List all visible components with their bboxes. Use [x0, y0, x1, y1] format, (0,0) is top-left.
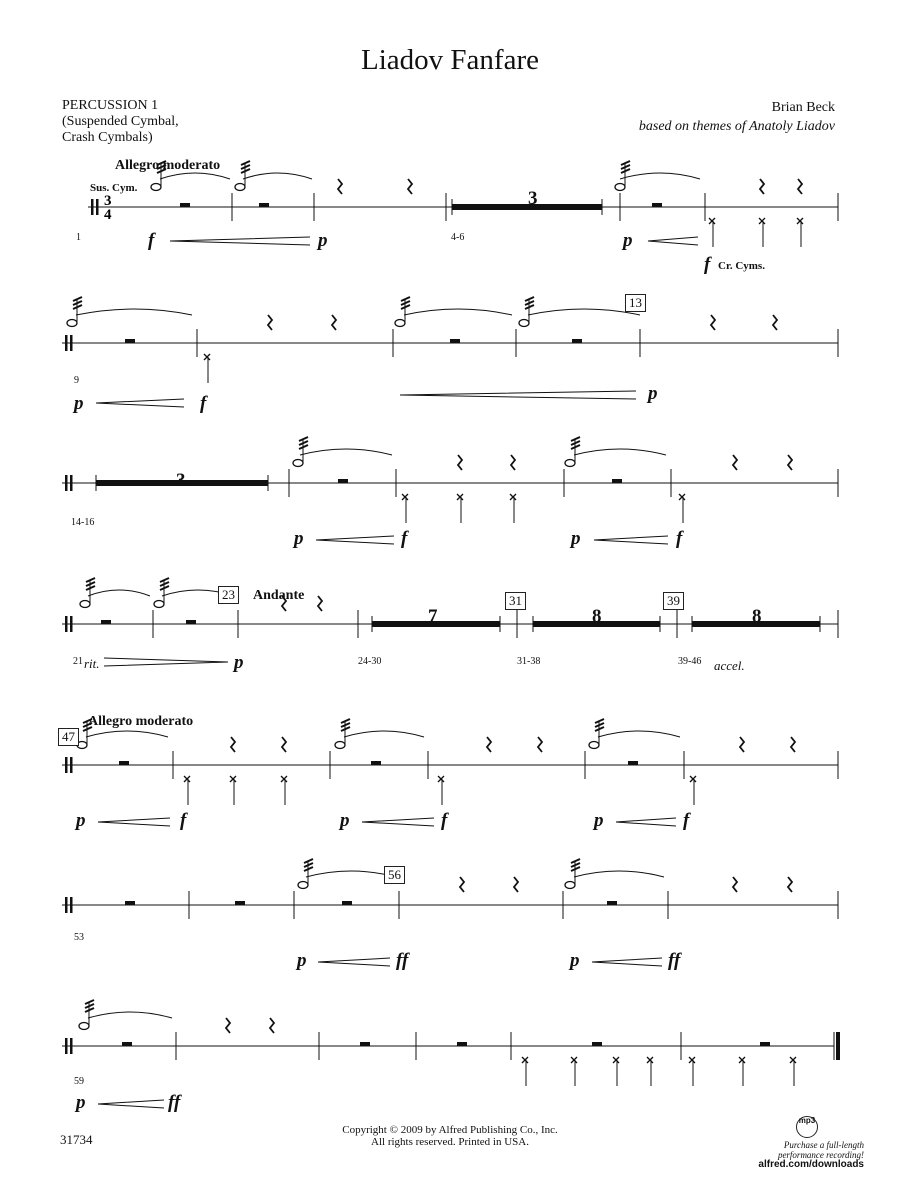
- percussion-clef-icon: [70, 757, 73, 773]
- multirest-count: 8: [592, 606, 602, 627]
- dynamic-ff: ff: [396, 950, 409, 971]
- percussion-clef-icon: [65, 1038, 68, 1054]
- dynamic-p: p: [234, 652, 244, 673]
- percussion-clef-icon: [70, 616, 73, 632]
- quarter-rest-icon: [788, 877, 792, 892]
- half-note-head: [589, 742, 599, 749]
- rest-icon: [612, 479, 622, 483]
- rest-icon: [338, 479, 348, 483]
- rest-icon: [371, 761, 381, 765]
- crescendo-hairpin: [98, 1100, 164, 1108]
- rest-icon: [122, 1042, 132, 1046]
- dynamic-p: p: [623, 230, 633, 251]
- percussion-clef-icon: [65, 335, 68, 351]
- quarter-rest-icon: [231, 737, 235, 752]
- rights-line: All rights reserved. Printed in USA.: [371, 1136, 529, 1148]
- tie-curve: [574, 871, 664, 877]
- half-note-head: [67, 320, 77, 327]
- dynamic-f: f: [180, 810, 187, 831]
- percussion-clef-icon: [70, 335, 73, 351]
- quarter-rest-icon: [733, 455, 737, 470]
- tie-curve: [404, 309, 512, 315]
- rest-icon: [342, 901, 352, 905]
- tie-curve: [620, 173, 700, 179]
- tie-curve: [86, 731, 168, 737]
- instrument-label: Sus. Cym.: [90, 182, 138, 194]
- multirest-count: 7: [428, 606, 438, 627]
- rehearsal-mark-23: 23: [218, 586, 239, 604]
- half-note-head: [80, 601, 90, 608]
- part-line-1: PERCUSSION 1: [62, 98, 159, 113]
- half-note-head: [298, 882, 308, 889]
- dynamic-p: p: [571, 528, 581, 549]
- crescendo-hairpin: [594, 536, 668, 544]
- quarter-rest-icon: [338, 179, 342, 194]
- measure-number: 4-6: [451, 232, 465, 243]
- half-note-head: [615, 184, 625, 191]
- rest-icon: [360, 1042, 370, 1046]
- part-line-3: Crash Cymbals): [62, 130, 153, 145]
- promo-line-1: Purchase a full-length: [783, 1140, 864, 1150]
- expression-rit: rit.: [84, 656, 100, 671]
- quarter-rest-icon: [282, 737, 286, 752]
- multirest-bar: [452, 204, 602, 210]
- crescendo-hairpin: [616, 818, 676, 826]
- percussion-clef-icon: [70, 897, 73, 913]
- percussion-clef-icon: [65, 757, 68, 773]
- copyright-line: Copyright © 2009 by Alfred Publishing Co., Inc.: [342, 1124, 558, 1136]
- composer-name: Brian Beck: [771, 100, 835, 115]
- quarter-rest-icon: [458, 455, 462, 470]
- half-note-head: [151, 184, 161, 191]
- rehearsal-mark-13: 13: [625, 294, 646, 312]
- quarter-rest-icon: [760, 179, 764, 194]
- percussion-clef-icon: [65, 897, 68, 913]
- quarter-rest-icon: [514, 877, 518, 892]
- dynamic-f: f: [683, 810, 690, 831]
- measure-number: 59: [74, 1076, 84, 1087]
- crescendo-hairpin: [648, 237, 698, 245]
- half-note-head: [519, 320, 529, 327]
- measure-number: 14-16: [71, 517, 95, 528]
- measure-number: 31-38: [517, 656, 541, 667]
- crescendo-hairpin: [362, 818, 434, 826]
- crescendo-hairpin: [98, 818, 170, 826]
- quarter-rest-icon: [226, 1018, 230, 1033]
- percussion-clef-icon: [70, 475, 73, 491]
- tie-curve: [243, 173, 312, 179]
- half-note-head: [565, 460, 575, 467]
- dynamic-f: f: [200, 393, 207, 414]
- dynamic-p: p: [76, 810, 86, 831]
- crescendo-hairpin: [318, 958, 390, 966]
- tie-curve: [574, 449, 666, 455]
- half-note-head: [79, 1023, 89, 1030]
- multirest-count: 8: [752, 606, 762, 627]
- part-line-2: (Suspended Cymbal,: [62, 114, 179, 129]
- quarter-rest-icon: [740, 737, 744, 752]
- mp3-label: mp3: [798, 1116, 816, 1125]
- quarter-rest-icon: [408, 179, 412, 194]
- crescendo-hairpin: [316, 536, 394, 544]
- quarter-rest-icon: [788, 455, 792, 470]
- crescendo-hairpin: [170, 237, 310, 245]
- publication-number: 31734: [60, 1132, 93, 1147]
- dynamic-f: f: [441, 810, 448, 831]
- dynamic-p: p: [74, 393, 84, 414]
- tie-curve: [344, 731, 424, 737]
- quarter-rest-icon: [460, 877, 464, 892]
- rest-icon: [457, 1042, 467, 1046]
- dynamic-ff: ff: [668, 950, 681, 971]
- percussion-clef-icon: [65, 475, 68, 491]
- dynamic-p: p: [648, 383, 658, 404]
- expression-accel: accel.: [714, 658, 745, 673]
- half-note-head: [395, 320, 405, 327]
- promo-url-link[interactable]: alfred.com/downloads: [758, 1159, 864, 1170]
- tempo-andante: Andante: [253, 588, 305, 603]
- tempo-allegro-moderato: Allegro moderato: [115, 158, 221, 173]
- dynamic-p: p: [318, 230, 328, 251]
- dynamic-p: p: [76, 1092, 86, 1113]
- half-note-head: [293, 460, 303, 467]
- rest-icon: [101, 620, 111, 624]
- quarter-rest-icon: [711, 315, 715, 330]
- rest-icon: [125, 901, 135, 905]
- percussion-clef-icon: [70, 1038, 73, 1054]
- tempo-allegro-moderato-2: Allegro moderato: [88, 714, 194, 729]
- tie-curve: [306, 871, 396, 877]
- half-note-head: [235, 184, 245, 191]
- rest-icon: [607, 901, 617, 905]
- tie-curve: [88, 1012, 172, 1018]
- rest-icon: [180, 203, 190, 207]
- tie-curve: [300, 449, 392, 455]
- half-note-head: [335, 742, 345, 749]
- rehearsal-mark-31: 31: [505, 592, 526, 610]
- quarter-rest-icon: [318, 596, 322, 611]
- measure-number: 39-46: [678, 656, 702, 667]
- measure-number: 1: [76, 232, 81, 243]
- measure-number: 53: [74, 932, 84, 943]
- rest-icon: [235, 901, 245, 905]
- rehearsal-mark-56: 56: [384, 866, 405, 884]
- percussion-clef-icon: [65, 616, 68, 632]
- crescendo-hairpin: [96, 399, 184, 407]
- quarter-rest-icon: [791, 737, 795, 752]
- quarter-rest-icon: [270, 1018, 274, 1033]
- rest-icon: [652, 203, 662, 207]
- quarter-rest-icon: [332, 315, 336, 330]
- crescendo-hairpin: [400, 391, 636, 399]
- based-on-credit: based on themes of Anatoly Liadov: [638, 119, 835, 134]
- dynamic-p: p: [294, 528, 304, 549]
- tie-curve: [88, 590, 150, 596]
- dynamic-f: f: [704, 254, 711, 275]
- time-signature-top: 3: [104, 193, 112, 209]
- half-note-head: [154, 601, 164, 608]
- rest-icon: [186, 620, 196, 624]
- rest-icon: [450, 339, 460, 343]
- final-barline: [836, 1032, 840, 1060]
- measure-number: 24-30: [358, 656, 382, 667]
- quarter-rest-icon: [487, 737, 491, 752]
- rest-icon: [592, 1042, 602, 1046]
- rest-icon: [125, 339, 135, 343]
- dynamic-f: f: [148, 230, 155, 251]
- rest-icon: [259, 203, 269, 207]
- tie-curve: [528, 309, 640, 315]
- rest-icon: [119, 761, 129, 765]
- multirest-count: 3: [176, 470, 186, 491]
- dynamic-p: p: [594, 810, 604, 831]
- dynamic-ff: ff: [168, 1092, 181, 1113]
- crescendo-hairpin: [592, 958, 662, 966]
- crescendo-hairpin: [104, 658, 228, 666]
- time-signature-bottom: 4: [104, 207, 112, 223]
- percussion-clef-icon: [96, 199, 99, 215]
- rest-icon: [628, 761, 638, 765]
- quarter-rest-icon: [268, 315, 272, 330]
- dynamic-p: p: [570, 950, 580, 971]
- quarter-rest-icon: [798, 179, 802, 194]
- quarter-rest-icon: [538, 737, 542, 752]
- crash-cymbals-label: Cr. Cyms.: [718, 260, 765, 272]
- measure-number: 21: [73, 656, 83, 667]
- rehearsal-mark-47: 47: [58, 728, 79, 746]
- quarter-rest-icon: [511, 455, 515, 470]
- multirest-count: 3: [528, 188, 538, 209]
- rest-icon: [760, 1042, 770, 1046]
- mp3-disc-icon: [796, 1116, 818, 1138]
- page-title: Liadov Fanfare: [361, 44, 539, 76]
- rehearsal-mark-39: 39: [663, 592, 684, 610]
- half-note-head: [565, 882, 575, 889]
- tie-curve: [598, 731, 680, 737]
- percussion-clef-icon: [91, 199, 94, 215]
- recording-promo: [758, 1140, 864, 1170]
- rest-icon: [572, 339, 582, 343]
- dynamic-p: p: [297, 950, 307, 971]
- quarter-rest-icon: [773, 315, 777, 330]
- tie-curve: [76, 309, 192, 315]
- quarter-rest-icon: [733, 877, 737, 892]
- dynamic-f: f: [401, 528, 408, 549]
- measure-number: 9: [74, 375, 79, 386]
- promo-line-2: performance recording!: [777, 1150, 864, 1160]
- dynamic-f: f: [676, 528, 683, 549]
- dynamic-p: p: [340, 810, 350, 831]
